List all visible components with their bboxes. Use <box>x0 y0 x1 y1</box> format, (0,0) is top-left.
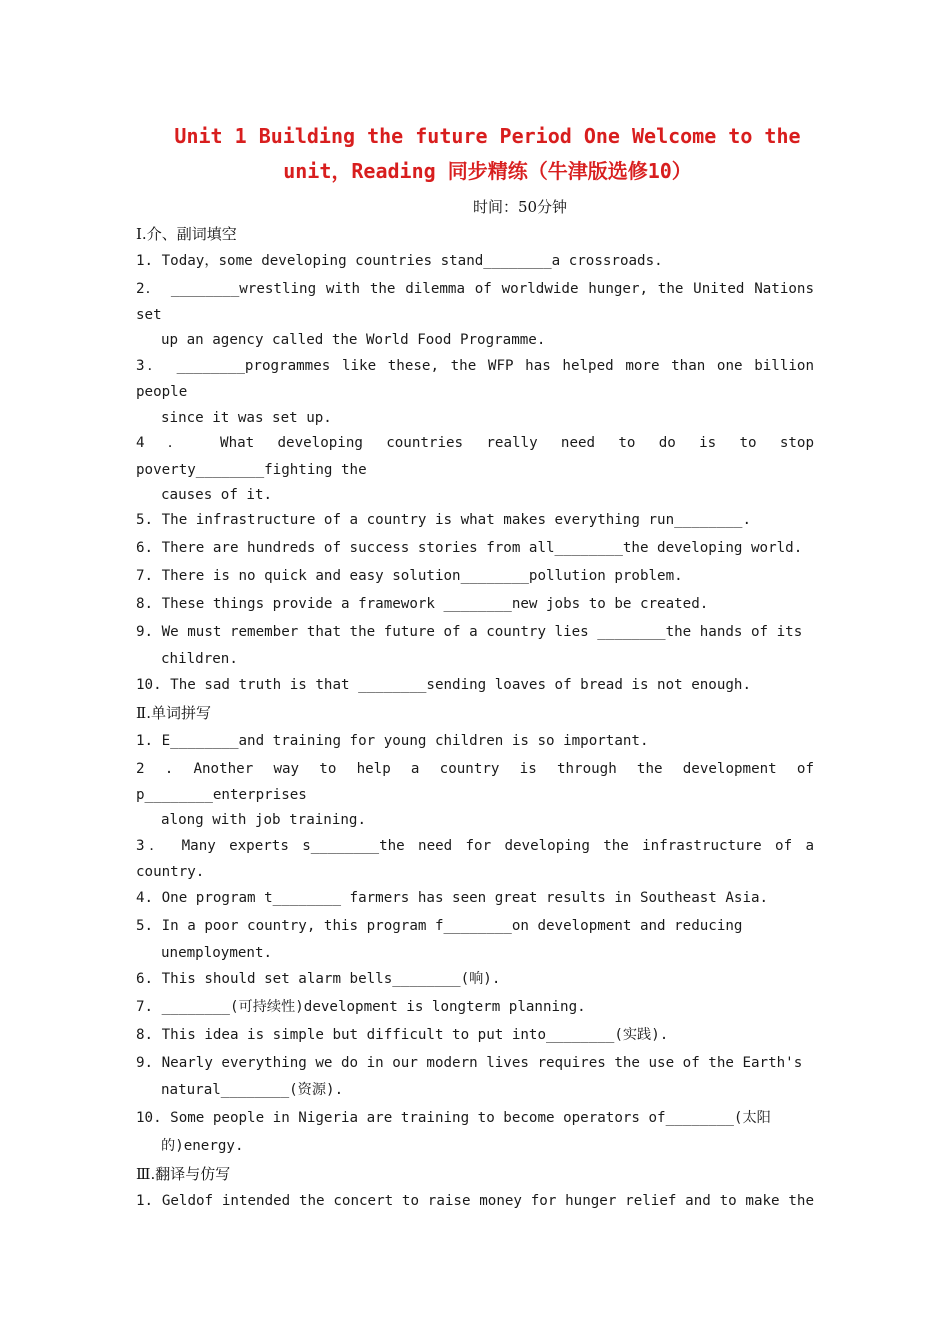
exercise-line: country. <box>136 864 205 880</box>
exercise-line: since it was set up. <box>161 410 332 426</box>
exercise-line: 1. Today，some developing countries stand________a crossroads. <box>136 253 663 269</box>
section-3-heading: Ⅲ.翻译与仿写 <box>136 1165 231 1183</box>
exercise-line: causes of it. <box>161 487 273 503</box>
exercise-line: 4 ． What developing countries really need to do is to stop <box>136 435 814 451</box>
exercise-line: 3． ________programmes like these, the WFP has helped more than one billion <box>136 358 814 374</box>
exercise-line: 3． Many experts s________the need for developing the infrastructure of a <box>136 838 814 854</box>
exercise-line: 7. There is no quick and easy solution________pollution problem. <box>136 568 683 584</box>
exercise-line: 6. There are hundreds of success stories from all________the developing world. <box>136 540 803 556</box>
exercise-line: 10. Some people in Nigeria are training to become operators of________(太阳 <box>136 1110 771 1126</box>
exercise-line: along with job training. <box>161 812 366 828</box>
exercise-line: p________enterprises <box>136 787 307 803</box>
document-title-line-1: Unit 1 Building the future Period One Welcome to the <box>174 124 801 148</box>
exercise-line: 2 . Another way to help a country is through the development of <box>136 761 814 777</box>
exercise-line: 6. This should set alarm bells________(响). <box>136 971 501 987</box>
exercise-line: 9. We must remember that the future of a country lies ________the hands of its <box>136 624 803 640</box>
exercise-line: people <box>136 384 188 400</box>
exercise-line: up an agency called the World Food Programme. <box>161 332 546 348</box>
exercise-line: 8. These things provide a framework ________new jobs to be created. <box>136 596 709 612</box>
exercise-line: 的)energy. <box>161 1138 244 1154</box>
exercise-line: 2． ________wrestling with the dilemma of worldwide hunger, the United Nations <box>136 281 814 297</box>
exercise-line: 1. Geldof intended the concert to raise money for hunger relief and to make the <box>136 1193 814 1209</box>
exercise-line: natural________(资源). <box>161 1082 344 1098</box>
exercise-line: 5. The infrastructure of a country is what makes everything run________. <box>136 512 751 528</box>
section-1-heading: Ⅰ.介、副词填空 <box>136 225 237 243</box>
exercise-line: unemployment. <box>161 945 273 961</box>
exercise-line: 5. In a poor country, this program f________on development and reducing <box>136 918 743 934</box>
exercise-line: 10. The sad truth is that ________sending loaves of bread is not enough. <box>136 677 751 693</box>
document-title-line-2: unit，Reading 同步精练（牛津版选修10） <box>283 159 692 183</box>
exercise-line: 4. One program t________ farmers has seen great results in Southeast Asia. <box>136 890 769 906</box>
exercise-line: 1. E________and training for young children is so important. <box>136 733 649 749</box>
exercise-line: 9. Nearly everything we do in our modern lives requires the use of the Earth's <box>136 1055 803 1071</box>
exercise-line: 8. This idea is simple but difficult to put into________(实践). <box>136 1027 669 1043</box>
exercise-line: 7. ________(可持续性)development is longterm planning. <box>136 999 586 1015</box>
exercise-line: poverty________fighting the <box>136 462 367 478</box>
time-limit: 时间：50分钟 <box>472 198 568 216</box>
exercise-line: set <box>136 307 162 323</box>
exercise-line: children. <box>161 651 238 667</box>
section-2-heading: Ⅱ.单词拼写 <box>136 704 211 722</box>
